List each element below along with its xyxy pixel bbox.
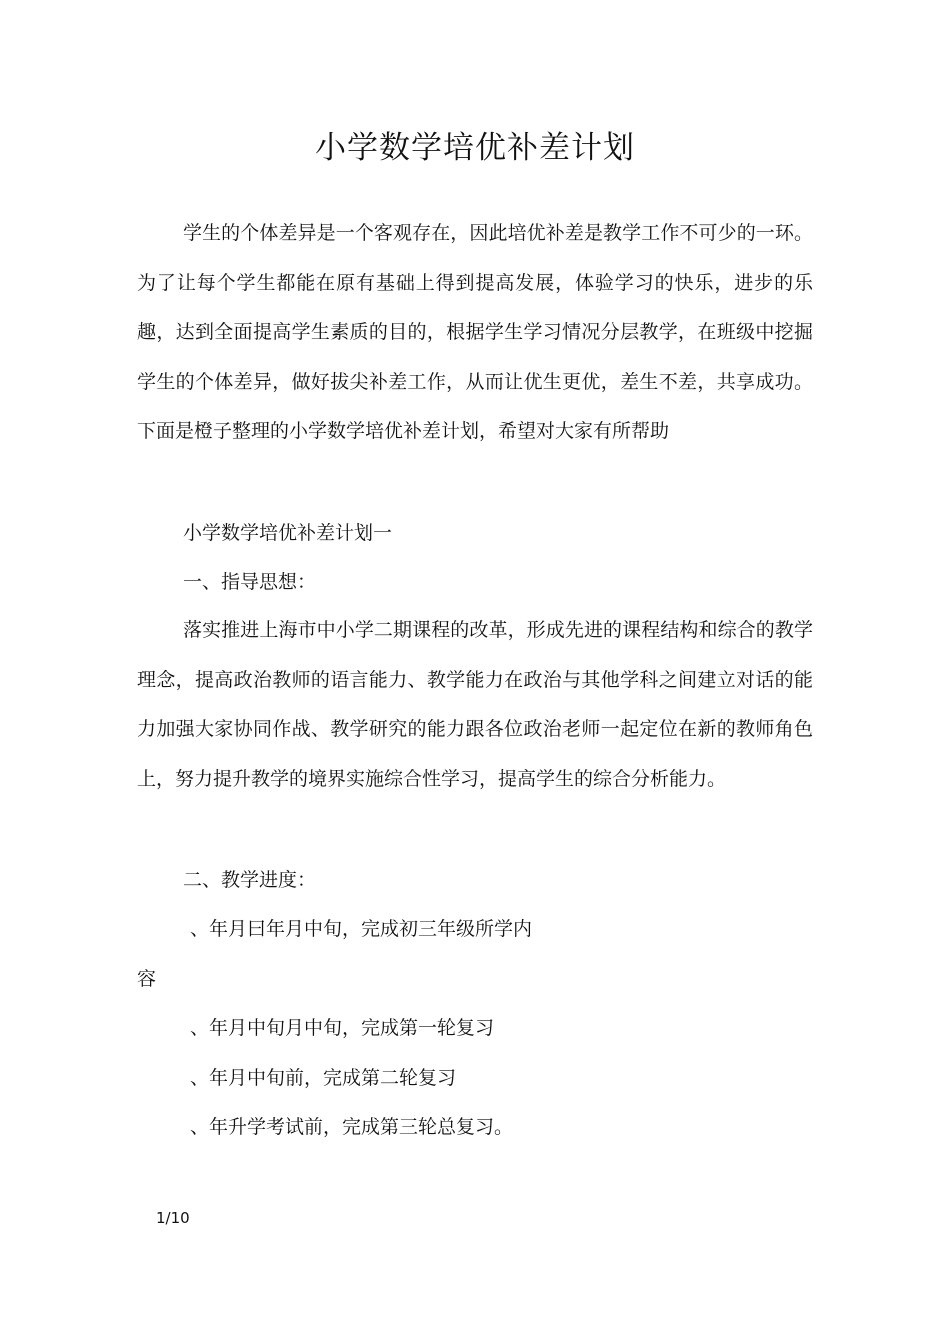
schedule-item-1-continued: 容: [137, 968, 157, 990]
section1-heading: 一、指导思想：: [183, 571, 317, 593]
document-title: 小学数学培优补差计划: [315, 130, 635, 166]
plan-heading: 小学数学培优补差计划一: [183, 522, 393, 544]
section1-paragraph: 落实推进上海市中小学二期课程的改革，形成先进的课程结构和综合的教学理念，提高政治教师的语言能力、教学能力在政治与其他学科之间建立对话的能力加强大家协同作战、教学研究的能力跟各位政治老师一起定位在新的教师角色上，努力提升教学的境界实施综合性学习，提高学生的综合分析能力。: [137, 619, 813, 790]
schedule-item-2: 、年月中旬月中旬，完成第一轮复习: [190, 1017, 495, 1039]
schedule-item-4: 、年升学考试前，完成第三轮总复习。: [190, 1116, 514, 1138]
schedule-item-3: 、年月中旬前，完成第二轮复习: [190, 1067, 457, 1089]
intro-paragraph: 学生的个体差异是一个客观存在，因此培优补差是教学工作不可少的一环。为了让每个学生都能在原有基础上得到提高发展，体验学习的快乐，进步的乐趣，达到全面提高学生素质的目的，根据学生学习情况分层教学，在班级中挖掘学生的个体差异，做好拔尖补差工作，从而让优生更优，差生不差，共享成功。下面是橙子整理的小学数学培优补差计划，希望对大家有所帮助: [137, 222, 813, 442]
page-number: 1/10: [156, 1209, 190, 1227]
section2-heading: 二、教学进度：: [183, 869, 317, 891]
schedule-item-1: 、年月曰年月中旬，完成初三年级所学内: [190, 918, 533, 940]
